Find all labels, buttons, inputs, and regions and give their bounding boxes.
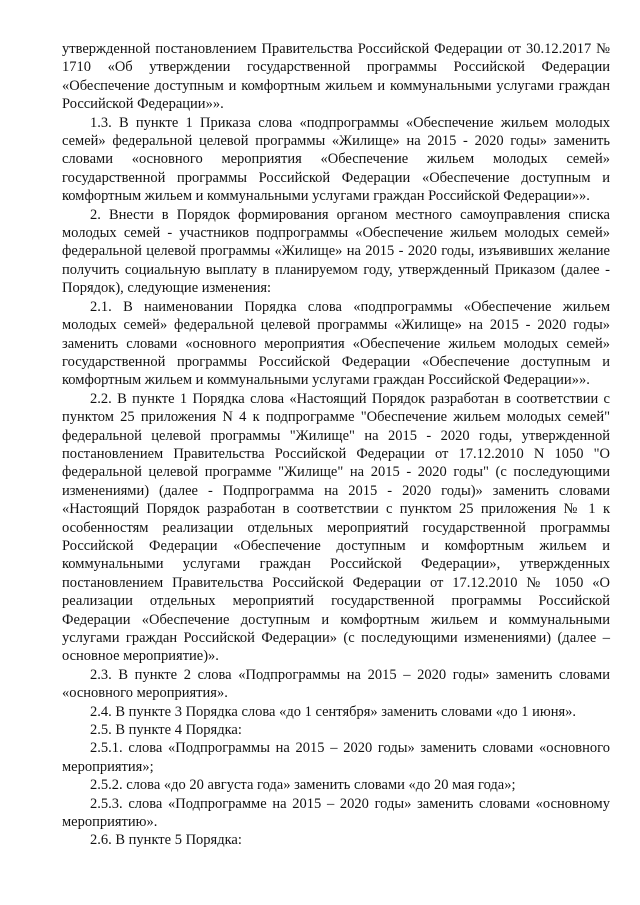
paragraph-2-2: 2.2. В пункте 1 Порядка слова «Настоящий Порядок разработан в соответствии с пунктом 25 приложения N 4 к подпрограмме "Обеспечение жильем молодых семей" федеральной целевой программы "Жилище" на 2015 - 2020 годы, утвержденной постановлением Правительства Российской Федерации от 17.12.2010 N 1050 "О федеральной целевой программе "Жилище" на 2015 - 2020 годы" (с последующими изменениями) (далее - Подпрограмма на 2015 - 2020 годы)» заменить словами «Настоящий Порядок разработан в соответствии с пунктом 25 приложения № 1 к особенностям реализации отдельных мероприятий государственной программы Российской Федерации «Обеспечение доступным и комфортным жильем и коммунальными услугами граждан Российской Федерации», утвержденных постановлением Правительства Российской Федерации от 17.12.2010 № 1050 «О реализации отдельных мероприятий государственной программы Российской Федерации «Обеспечение доступным и комфортным жильем и коммунальными услугами граждан Российской Федерации» (с последующими изменениями) (далее – основное мероприятие)». bbox=[62, 390, 610, 665]
paragraph-2-5-3: 2.5.3. слова «Подпрограмме на 2015 – 2020 годы» заменить словами «основному мероприятию». bbox=[62, 795, 610, 831]
document-page bbox=[62, 40, 610, 850]
paragraph-2-3: 2.3. В пункте 2 слова «Подпрограммы на 2015 – 2020 годы» заменить словами «основного мероприятия». bbox=[62, 666, 610, 702]
paragraph-2: 2. Внести в Порядок формирования органом местного самоуправления списка молодых семей - участников подпрограммы «Обеспечение жильем молодых семей» федеральной целевой программы «Жилище» на 2015 - 2020 годы, изъявивших желание получить социальную выплату в планируемом году, утвержденный Приказом (далее - Порядок), следующие изменения: bbox=[62, 206, 610, 297]
paragraph-2-5: 2.5. В пункте 4 Порядка: bbox=[90, 722, 242, 739]
paragraph-continuation: утвержденной постановлением Правительства Российской Федерации от 30.12.2017 № 1710 «Об утверждении государственной программы Российской Федерации «Обеспечение доступным и комфортным жильем и коммунальными услугами граждан Российской Федерации»». bbox=[62, 41, 610, 113]
paragraph-2-5-2: 2.5.2. слова «до 20 августа года» заменить словами «до 20 мая года»; bbox=[90, 777, 516, 794]
paragraph-2-6: 2.6. В пункте 5 Порядка: bbox=[90, 832, 242, 849]
paragraph-2-1: 2.1. В наименовании Порядка слова «подпрограммы «Обеспечение жильем молодых семей» федеральной целевой программы «Жилище» на 2015 - 2020 годы» заменить словами «основного мероприятия «Обеспечение жильем молодых семей» государственной программы Российской Федерации «Обеспечение доступным и комфортным жильем и коммунальными услугами граждан Российской Федерации»». bbox=[62, 298, 610, 389]
paragraph-2-4: 2.4. В пункте 3 Порядка слова «до 1 сентября» заменить словами «до 1 июня». bbox=[90, 703, 576, 720]
paragraph-1-3: 1.3. В пункте 1 Приказа слова «подпрограммы «Обеспечение жильем молодых семей» федеральной целевой программы «Жилище» на 2015 - 2020 годы» заменить словами «основного мероприятия «Обеспечение жильем молодых семей» государственной программы Российской Федерации «Обеспечение доступным и комфортным жильем и коммунальными услугами граждан Российской Федерации»». bbox=[62, 114, 610, 205]
paragraph-2-5-1: 2.5.1. слова «Подпрограммы на 2015 – 2020 годы» заменить словами «основного мероприятия»; bbox=[62, 740, 610, 775]
